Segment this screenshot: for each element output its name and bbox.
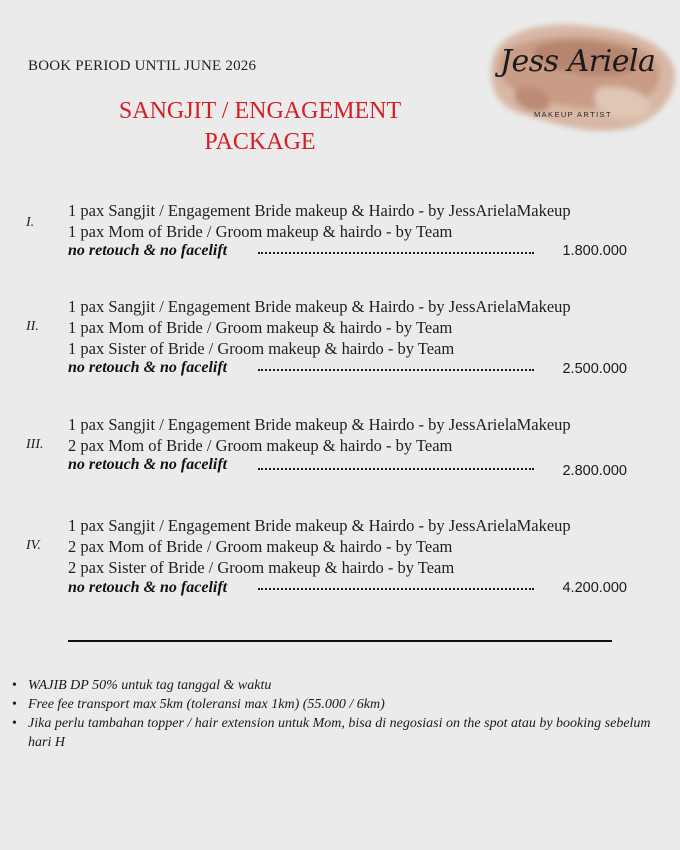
jess-ariela-logo bbox=[478, 18, 680, 136]
package-numeral: II. bbox=[26, 319, 39, 334]
package-item: 1 pax Sangjit / Engagement Bride makeup & Hairdo - by JessArielaMakeup bbox=[68, 297, 571, 316]
package-numeral: I. bbox=[26, 215, 35, 230]
terms-item: • Free fee transport max 5km (toleransi max 1km) (55.000 / 6km) bbox=[10, 695, 660, 714]
package-item: 1 pax Sister of Bride / Groom makeup & hairdo - by Team bbox=[68, 339, 455, 358]
terms-item: • Jika perlu tambahan topper / hair extension untuk Mom, bisa di negosiasi on the spot atau by booking sebelum hari H bbox=[10, 714, 660, 752]
dotted-leader bbox=[258, 588, 534, 590]
package-price: 1.800.000 bbox=[562, 243, 627, 259]
package-note: no retouch & no facelift bbox=[68, 579, 228, 596]
page-title-line-1: SANGJIT / ENGAGEMENT bbox=[118, 98, 402, 124]
package-item: 1 pax Sangjit / Engagement Bride makeup & Hairdo - by JessArielaMakeup bbox=[68, 415, 571, 434]
dotted-leader bbox=[258, 369, 534, 371]
package-price: 4.200.000 bbox=[562, 580, 627, 596]
dotted-leader bbox=[258, 468, 534, 470]
section-divider bbox=[68, 640, 612, 642]
package-price: 2.800.000 bbox=[562, 463, 627, 479]
package-note: no retouch & no facelift bbox=[68, 359, 228, 376]
package-item: 2 pax Mom of Bride / Groom makeup & hairdo - by Team bbox=[68, 537, 453, 556]
logo-script-text: Jess Ariela bbox=[500, 44, 656, 79]
package-item: 1 pax Mom of Bride / Groom makeup & hairdo - by Team bbox=[68, 318, 453, 337]
package-numeral: III. bbox=[26, 437, 44, 452]
page-title bbox=[70, 96, 450, 158]
package-item: 2 pax Sister of Bride / Groom makeup & hairdo - by Team bbox=[68, 558, 455, 577]
logo-subtitle: MAKEUP ARTIST bbox=[534, 110, 612, 119]
page-title-line-2: PACKAGE bbox=[204, 129, 316, 155]
package-note: no retouch & no facelift bbox=[68, 456, 228, 473]
package-note: no retouch & no facelift bbox=[68, 242, 228, 259]
terms-item: • WAJIB DP 50% untuk tag tanggal & waktu bbox=[10, 676, 660, 695]
package-item: 2 pax Mom of Bride / Groom makeup & hairdo - by Team bbox=[68, 436, 453, 455]
package-price: 2.500.000 bbox=[562, 361, 627, 377]
dotted-leader bbox=[258, 252, 534, 254]
terms-list bbox=[10, 676, 660, 752]
package-item: 1 pax Sangjit / Engagement Bride makeup & Hairdo - by JessArielaMakeup bbox=[68, 516, 571, 535]
package-numeral: IV. bbox=[26, 538, 41, 553]
package-item: 1 pax Sangjit / Engagement Bride makeup & Hairdo - by JessArielaMakeup bbox=[68, 201, 571, 220]
package-item: 1 pax Mom of Bride / Groom makeup & hairdo - by Team bbox=[68, 222, 453, 241]
book-period-text: BOOK PERIOD UNTIL JUNE 2026 bbox=[28, 58, 257, 74]
